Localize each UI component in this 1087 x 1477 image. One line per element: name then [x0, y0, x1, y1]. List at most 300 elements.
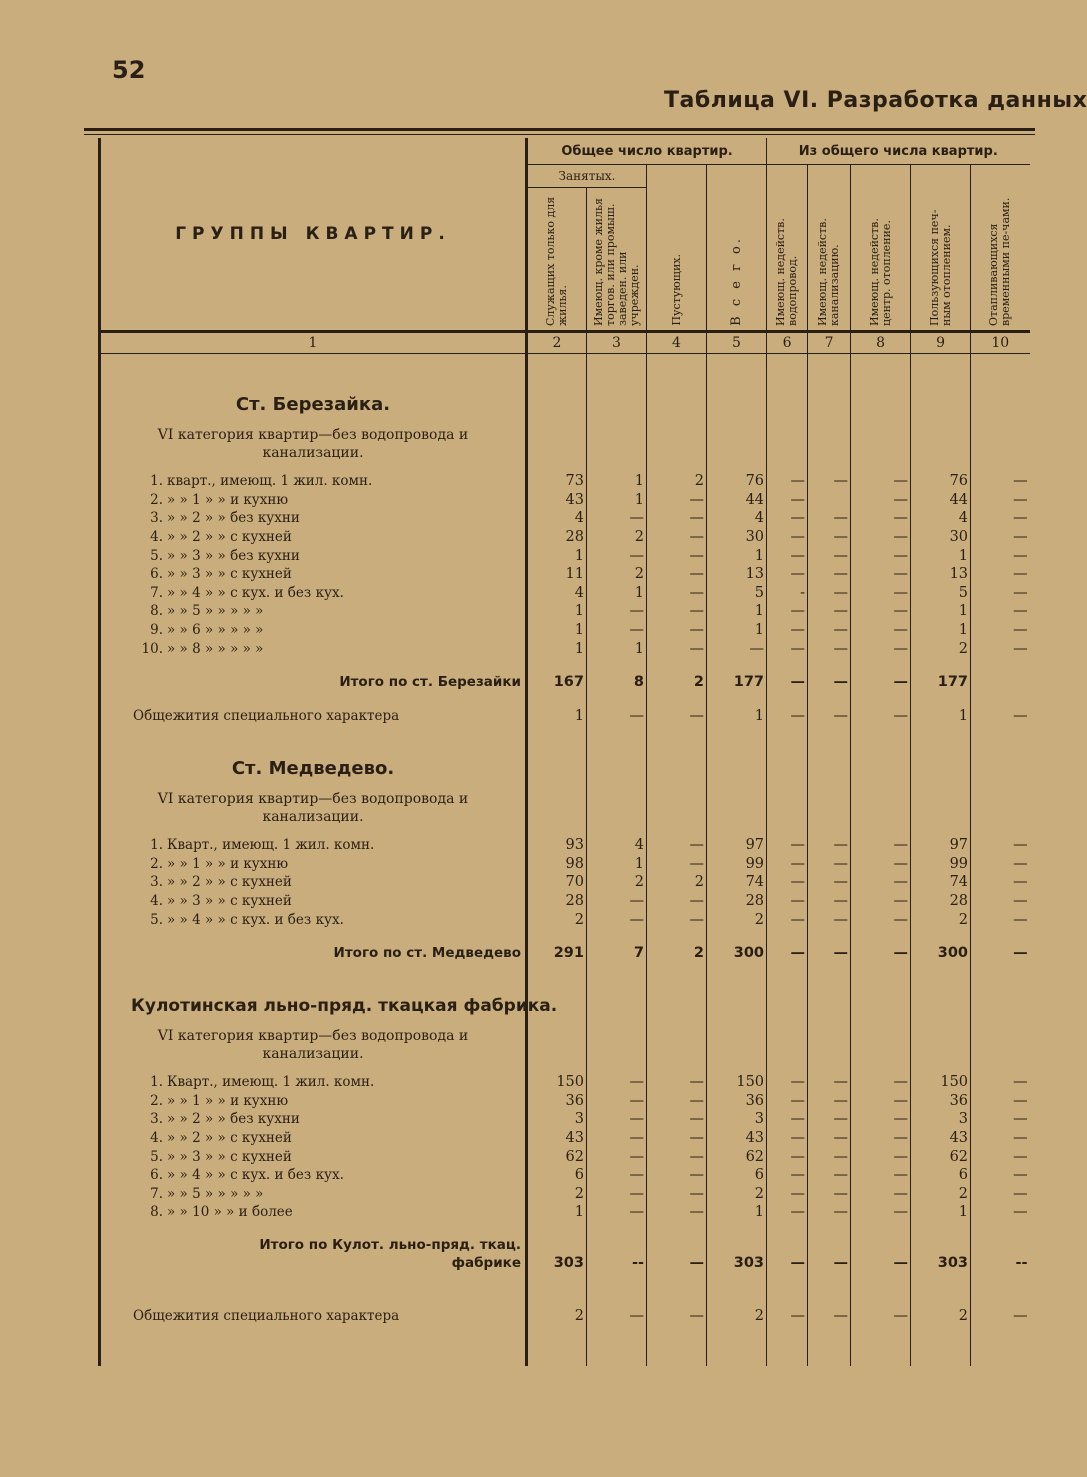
table-row [100, 873, 1030, 892]
table-row [100, 546, 1030, 565]
cell-col10: — [971, 873, 1030, 892]
cell-col9: 62 [911, 1147, 971, 1166]
table-row [100, 892, 1030, 911]
cell-col9: 97 [911, 836, 971, 855]
cell-col9: 44 [911, 491, 971, 510]
column-number: 4 [647, 332, 707, 354]
cell-col5: 2 [707, 910, 767, 929]
cell-col7: — [808, 602, 851, 621]
section-title [100, 756, 1030, 782]
cell-col7: — [808, 1306, 851, 1326]
cell-col4: — [647, 491, 707, 510]
cell-col7: — [808, 892, 851, 911]
cell-col3: — [587, 1306, 647, 1326]
row-index: 5. [150, 547, 163, 564]
section-category-text: VI категория квартир—без водопровода и канализации. [100, 424, 527, 464]
cell-col9: 2 [911, 1306, 971, 1326]
cell-col9: 1 [911, 1203, 971, 1222]
cell-col8: — [851, 836, 911, 855]
header-col7: Имеющ. недейств. канализацию. [808, 165, 851, 332]
row-index: 8. [150, 1204, 163, 1221]
cell-col9: 150 [911, 1073, 971, 1092]
cell-col9: 28 [911, 892, 971, 911]
cell-col4: 2 [647, 672, 707, 692]
cell-col5: 5 [707, 584, 767, 603]
cell-col5: 6 [707, 1166, 767, 1185]
cell-col6: — [767, 892, 808, 911]
cell-col8: — [851, 1166, 911, 1185]
table-row [100, 565, 1030, 584]
cell-col10: — [971, 528, 1030, 547]
cell-col6: — [767, 509, 808, 528]
row-label [100, 565, 527, 584]
cell-col3: — [587, 1166, 647, 1185]
cell-col8: — [851, 1306, 911, 1326]
cell-col8: — [851, 706, 911, 726]
spacer-row [100, 828, 1030, 836]
row-label [100, 892, 527, 911]
cell-col6: — [767, 1184, 808, 1203]
row-label-text: » » 4 » » с кух. и без кух. [167, 584, 344, 601]
cell-col4: — [647, 621, 707, 640]
cell-col2: 28 [527, 528, 587, 547]
cell-col5: 28 [707, 892, 767, 911]
column-number: 2 [527, 332, 587, 354]
cell-col3: 2 [587, 873, 647, 892]
cell-col5: 74 [707, 873, 767, 892]
row-label [100, 1147, 527, 1166]
row-label [100, 1092, 527, 1111]
cell-col10: — [971, 892, 1030, 911]
cell-col10: — [971, 1147, 1030, 1166]
section-title-text: Ст. Березайка. [100, 392, 527, 418]
total-cell-col8: — [851, 1236, 911, 1272]
cell-col2: 2 [527, 1184, 587, 1203]
row-index: 6. [150, 1167, 163, 1184]
cell-col3: 2 [587, 565, 647, 584]
cell-col5: 1 [707, 602, 767, 621]
cell-col10: — [971, 472, 1030, 491]
row-label-text: » » 4 » » с кух. и без кух. [167, 911, 344, 928]
cell-col6: — [767, 546, 808, 565]
cell-col3: 2 [587, 528, 647, 547]
cell-col7: — [808, 873, 851, 892]
page-title: Таблица VI. Разработка данных [664, 88, 1087, 113]
cell-col5: 4 [707, 509, 767, 528]
total-row [100, 1236, 1030, 1272]
row-index: 1. [150, 837, 163, 854]
table-row [100, 1203, 1030, 1222]
cell-col6: — [767, 565, 808, 584]
cell-col7: — [808, 509, 851, 528]
row-label-text: » » 1 » » и кухню [167, 855, 289, 872]
cell-col9: 1 [911, 602, 971, 621]
cell-col8: — [851, 509, 911, 528]
cell-col10: — [971, 1203, 1030, 1222]
cell-col9: 2 [911, 639, 971, 658]
cell-col6: — [767, 602, 808, 621]
row-label: Итого по ст. Медведево [100, 943, 527, 963]
cell-col3: — [587, 1203, 647, 1222]
cell-col5: 2 [707, 1306, 767, 1326]
cell-col9: 1 [911, 621, 971, 640]
cell-col4: — [647, 509, 707, 528]
row-index: 4. [150, 529, 163, 546]
row-label-text: » » 6 » » » » » [167, 622, 264, 639]
row-index: 1. [150, 1074, 163, 1091]
table-row [100, 1092, 1030, 1111]
section-title-text: Ст. Медведево. [100, 756, 527, 782]
row-label-text: » » 5 » » » » » [167, 1185, 264, 1202]
header-col10: Отапливающихся временными пе-чами. [971, 165, 1030, 332]
cell-col3: 8 [587, 672, 647, 692]
cell-col4: — [647, 706, 707, 726]
cell-col3: 1 [587, 584, 647, 603]
cell-col3: — [587, 546, 647, 565]
cell-col2: 1 [527, 602, 587, 621]
total-cell-col5: 303 [707, 1236, 767, 1272]
column-number: 1 [100, 332, 527, 354]
cell-col6: — [767, 1306, 808, 1326]
cell-col4: — [647, 836, 707, 855]
row-label [100, 1203, 527, 1222]
row-label [100, 873, 527, 892]
table-row [100, 639, 1030, 658]
column-number: 7 [808, 332, 851, 354]
spacer-row [100, 464, 1030, 472]
cell-col10: — [971, 639, 1030, 658]
cell-col3: — [587, 1147, 647, 1166]
cell-col8: — [851, 621, 911, 640]
cell-col5: 36 [707, 1092, 767, 1111]
section-category [100, 788, 1030, 828]
cell-col9: 74 [911, 873, 971, 892]
cell-col10: — [971, 1092, 1030, 1111]
cell-col9: 1 [911, 706, 971, 726]
cell-col6: — [767, 1166, 808, 1185]
cell-col3: 1 [587, 639, 647, 658]
cell-col5: 1 [707, 1203, 767, 1222]
total-row [100, 672, 1030, 692]
row-index: 2. [150, 491, 163, 508]
cell-col9: 5 [911, 584, 971, 603]
spacer-row [100, 726, 1030, 756]
cell-col8: — [851, 1184, 911, 1203]
cell-col6: — [767, 472, 808, 491]
cell-col8: — [851, 1110, 911, 1129]
cell-col7: — [808, 621, 851, 640]
total-cell-col2: 303 [527, 1236, 587, 1272]
cell-col4: — [647, 1203, 707, 1222]
cell-col3: — [587, 1110, 647, 1129]
row-index: 1. [150, 473, 163, 490]
cell-col7: — [808, 639, 851, 658]
row-label-text: » » 2 » » с кухней [167, 1129, 292, 1146]
cell-col10: — [971, 546, 1030, 565]
cell-col10 [971, 672, 1030, 692]
cell-col10: — [971, 943, 1030, 963]
cell-col2: 1 [527, 1203, 587, 1222]
row-label-text: Кварт., имеющ. 1 жил. комн. [167, 1074, 375, 1091]
section-category [100, 1025, 1030, 1065]
cell-col2: 6 [527, 1166, 587, 1185]
table-row [100, 1147, 1030, 1166]
cell-col4: — [647, 1147, 707, 1166]
row-label-text: » » 3 » » с кухней [167, 893, 292, 910]
row-label [100, 1110, 527, 1129]
cell-col7: — [808, 910, 851, 929]
cell-col6: — [767, 528, 808, 547]
table-row [100, 509, 1030, 528]
cell-col7: — [808, 528, 851, 547]
cell-col2: 2 [527, 910, 587, 929]
header-occupied: Занятых. [527, 165, 647, 188]
total-label [100, 1236, 527, 1272]
top-rule-thin [84, 134, 1035, 135]
spacer-row [100, 1272, 1030, 1306]
row-label [100, 528, 527, 547]
cell-col3: — [587, 621, 647, 640]
cell-col2: 291 [527, 943, 587, 963]
cell-col4: — [647, 584, 707, 603]
cell-col6: — [767, 873, 808, 892]
cell-col7: — [808, 1110, 851, 1129]
cell-col10: — [971, 910, 1030, 929]
cell-col7: — [808, 1092, 851, 1111]
row-label [100, 1129, 527, 1148]
section-title [100, 392, 1030, 418]
row-index: 7. [150, 584, 163, 601]
cell-col8: — [851, 855, 911, 874]
data-table [98, 138, 1030, 1366]
cell-col2: 3 [527, 1110, 587, 1129]
header-col4: Пустующих. [647, 165, 707, 332]
cell-col10: — [971, 836, 1030, 855]
cell-col10: — [971, 1166, 1030, 1185]
cell-col5: 1 [707, 706, 767, 726]
row-index: 5. [150, 911, 163, 928]
row-label: Общежития специального характера [100, 1306, 527, 1326]
cell-col2: 1 [527, 639, 587, 658]
cell-col7: — [808, 1184, 851, 1203]
cell-col8: — [851, 910, 911, 929]
table-row [100, 1129, 1030, 1148]
row-label-text: » » 1 » » и кухню [167, 491, 289, 508]
cell-col5: 150 [707, 1073, 767, 1092]
row-label [100, 472, 527, 491]
cell-col8: — [851, 491, 911, 510]
row-label-text: » » 10 » » и более [167, 1204, 293, 1221]
cell-col3: 1 [587, 855, 647, 874]
table-row [100, 1166, 1030, 1185]
spacer-row [100, 929, 1030, 943]
cell-col6: — [767, 706, 808, 726]
cell-col5: 99 [707, 855, 767, 874]
table-row [100, 621, 1030, 640]
cell-col6: — [767, 672, 808, 692]
cell-col3: — [587, 1092, 647, 1111]
row-label-text: » » 3 » » с кухней [167, 566, 292, 583]
total-cell-col7: — [808, 1236, 851, 1272]
cell-col9: 43 [911, 1129, 971, 1148]
cell-col8: — [851, 1092, 911, 1111]
spacer-row [100, 1222, 1030, 1236]
row-label-text: » » 3 » » с кухней [167, 1148, 292, 1165]
cell-col6: — [767, 1073, 808, 1092]
row-label [100, 910, 527, 929]
cell-col8: — [851, 602, 911, 621]
column-number: 3 [587, 332, 647, 354]
cell-col2: 4 [527, 584, 587, 603]
total-row [100, 943, 1030, 963]
row-label: Итого по ст. Березайки [100, 672, 527, 692]
cell-col4: — [647, 1092, 707, 1111]
cell-col8: — [851, 892, 911, 911]
table-row [100, 1184, 1030, 1203]
cell-col9: 177 [911, 672, 971, 692]
cell-col9: 99 [911, 855, 971, 874]
total-cell-col6: — [767, 1236, 808, 1272]
cell-col2: 4 [527, 509, 587, 528]
cell-col7: — [808, 1129, 851, 1148]
cell-col2: 62 [527, 1147, 587, 1166]
cell-col4: — [647, 1184, 707, 1203]
column-number: 9 [911, 332, 971, 354]
cell-col9: 2 [911, 910, 971, 929]
cell-col8: — [851, 528, 911, 547]
cell-col4: — [647, 639, 707, 658]
cell-col8: — [851, 639, 911, 658]
row-label [100, 1184, 527, 1203]
cell-col2: 93 [527, 836, 587, 855]
row-index: 2. [150, 855, 163, 872]
row-label-text: » » 1 » » и кухню [167, 1092, 289, 1109]
row-label [100, 491, 527, 510]
row-label [100, 546, 527, 565]
cell-col5: 2 [707, 1184, 767, 1203]
cell-col9: 36 [911, 1092, 971, 1111]
cell-col5: 300 [707, 943, 767, 963]
cell-col8: — [851, 584, 911, 603]
cell-col2: 73 [527, 472, 587, 491]
table-row [100, 602, 1030, 621]
header-col9: Пользующихся печ-ным отоплением. [911, 165, 971, 332]
row-label [100, 639, 527, 658]
section-category-text: VI категория квартир—без водопровода и канализации. [100, 1025, 527, 1065]
cell-col2: 2 [527, 1306, 587, 1326]
spacer-row [100, 1326, 1030, 1366]
spacer-row [100, 354, 1030, 393]
cell-col9: 30 [911, 528, 971, 547]
cell-col3: — [587, 910, 647, 929]
cell-col3: — [587, 509, 647, 528]
row-label-text: » » 5 » » » » » [167, 603, 264, 620]
table-row [100, 910, 1030, 929]
cell-col4: — [647, 1073, 707, 1092]
cell-col3: — [587, 892, 647, 911]
cell-col2: 1 [527, 546, 587, 565]
cell-col4: — [647, 602, 707, 621]
row-label-text: кварт., имеющ. 1 жил. комн. [167, 473, 373, 490]
cell-col6: — [767, 1110, 808, 1129]
cell-col9: 13 [911, 565, 971, 584]
cell-col5: 177 [707, 672, 767, 692]
cell-col9: 2 [911, 1184, 971, 1203]
table-row [100, 1110, 1030, 1129]
cell-col5: 44 [707, 491, 767, 510]
cell-col5: 13 [707, 565, 767, 584]
cell-col5: 76 [707, 472, 767, 491]
cell-col7: — [808, 855, 851, 874]
cell-col6: — [767, 639, 808, 658]
row-index: 7. [150, 1185, 163, 1202]
cell-col5: 62 [707, 1147, 767, 1166]
page-number: 52 [112, 56, 146, 84]
cell-col6: — [767, 1092, 808, 1111]
cell-col8: — [851, 546, 911, 565]
table-row [100, 491, 1030, 510]
cell-col7: — [808, 943, 851, 963]
cell-col4: — [647, 1166, 707, 1185]
header-col5: В с е г о. [707, 165, 767, 332]
cell-col6: — [767, 836, 808, 855]
row-index: 3. [150, 874, 163, 891]
cell-col9: 4 [911, 509, 971, 528]
row-label [100, 621, 527, 640]
spacer-row [100, 963, 1030, 993]
row-label [100, 584, 527, 603]
row-label-text: » » 2 » » с кухней [167, 874, 292, 891]
row-label-text: Кварт., имеющ. 1 жил. комн. [167, 837, 375, 854]
cell-col5: 3 [707, 1110, 767, 1129]
cell-col10: — [971, 584, 1030, 603]
cell-col4: — [647, 892, 707, 911]
column-number: 10 [971, 332, 1030, 354]
row-label: Общежития специального характера [100, 706, 527, 726]
total-cell-col9: 303 [911, 1236, 971, 1272]
row-label [100, 1073, 527, 1092]
spacer-row [100, 692, 1030, 706]
cell-col2: 167 [527, 672, 587, 692]
cell-col8: — [851, 1129, 911, 1148]
cell-col9: 6 [911, 1166, 971, 1185]
section-title [100, 993, 1030, 1019]
row-label [100, 1166, 527, 1185]
cell-col4: — [647, 1306, 707, 1326]
row-label-text: » » 2 » » без кухни [167, 510, 300, 527]
total-label-line2: фабрике [451, 1254, 521, 1271]
cell-col9: 76 [911, 472, 971, 491]
column-number: 5 [707, 332, 767, 354]
table-row [100, 836, 1030, 855]
header-col2: Служащих только для жилья. [527, 188, 587, 332]
cell-col4: — [647, 1129, 707, 1148]
cell-col6: — [767, 855, 808, 874]
cell-col6: - [767, 584, 808, 603]
cell-col2: 11 [527, 565, 587, 584]
cell-col4: — [647, 855, 707, 874]
cell-col3: 1 [587, 491, 647, 510]
cell-col10: — [971, 1073, 1030, 1092]
total-label-line1: Итого по Кулот. льно-пряд. ткац. [259, 1236, 521, 1253]
cell-col9: 3 [911, 1110, 971, 1129]
cell-col8: — [851, 1073, 911, 1092]
cell-col8: — [851, 1203, 911, 1222]
hostel-row [100, 706, 1030, 726]
spacer-row [100, 658, 1030, 672]
cell-col7: — [808, 584, 851, 603]
cell-col2: 1 [527, 621, 587, 640]
